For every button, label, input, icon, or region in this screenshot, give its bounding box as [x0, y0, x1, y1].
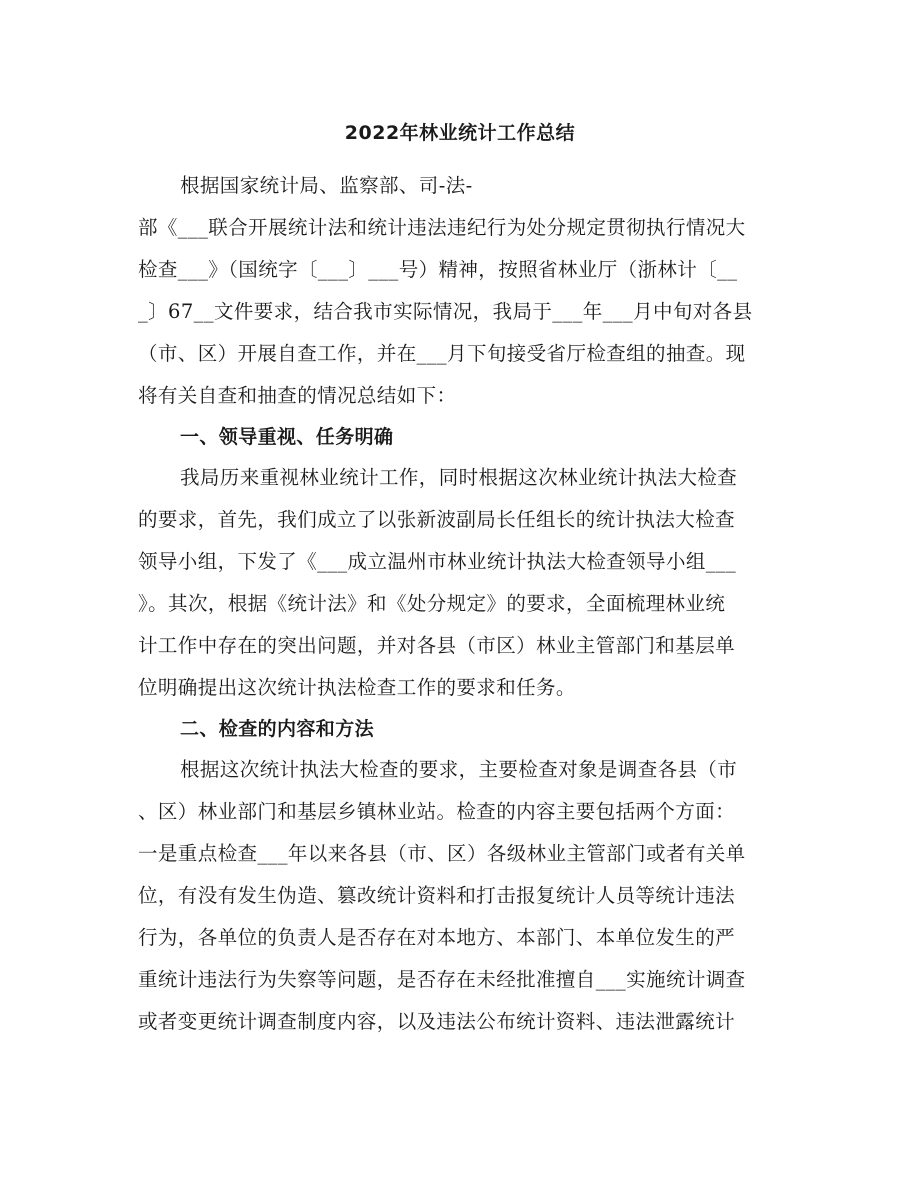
- paragraph-line: 位明确提出这次统计执法检查工作的要求和任务。: [138, 676, 576, 699]
- paragraph-line: 检查___》（国统字〔___〕___号）精神，按照省林业厅（浙林计〔__: [138, 258, 738, 281]
- document-title: 2022年林业统计工作总结: [344, 122, 576, 144]
- paragraph-line: 我局历来重视林业统计工作，同时根据这次林业统计执法大检查: [180, 466, 738, 489]
- paragraph-line: _〕67__文件要求，结合我市实际情况，我局于___年___月中旬对各县: [138, 300, 753, 323]
- paragraph-line: 、区）林业部门和基层乡镇林业站。检查的内容主要包括两个方面：: [138, 800, 736, 823]
- paragraph-line: 计工作中存在的突出问题，并对各县（市区）林业主管部门和基层单: [138, 634, 736, 657]
- paragraph-line: （市、区）开展自查工作，并在___月下旬接受省厅检查组的抽查。现: [138, 342, 746, 365]
- paragraph-line: 重统计违法行为失察等问题，是否存在未经批准擅自___实施统计调查: [138, 968, 746, 991]
- paragraph-line: 部《___联合开展统计法和统计违法违纪行为处分规定贯彻执行情况大: [138, 216, 746, 239]
- paragraph-line: 一是重点检查___年以来各县（市、区）各级林业主管部门或者有关单: [138, 842, 746, 865]
- paragraph-line: 领导小组，下发了《___成立温州市林业统计执法大检查领导小组___: [138, 550, 737, 573]
- paragraph-line: 根据国家统计局、监察部、司-法-: [180, 174, 473, 197]
- section-heading-2: 二、检查的内容和方法: [180, 718, 375, 740]
- paragraph-line: 根据这次统计执法大检查的要求，主要检查对象是调查各县（市: [180, 758, 738, 781]
- paragraph-line: 将有关自查和抽查的情况总结如下：: [138, 384, 457, 407]
- paragraph-line: 位，有没有发生伪造、篡改统计资料和打击报复统计人员等统计违法: [138, 884, 736, 907]
- paragraph-line: 的要求，首先，我们成立了以张新波副局长任组长的统计执法大检查: [138, 508, 736, 531]
- paragraph-line: 或者变更统计调查制度内容，以及违法公布统计资料、违法泄露统计: [138, 1010, 736, 1033]
- section-heading-1: 一、领导重视、任务明确: [180, 426, 394, 448]
- paragraph-line: 行为，各单位的负责人是否存在对本地方、本部门、本单位发生的严: [138, 926, 736, 949]
- paragraph-line: 》。其次，根据《统计法》和《处分规定》的要求，全面梳理林业统: [138, 592, 726, 615]
